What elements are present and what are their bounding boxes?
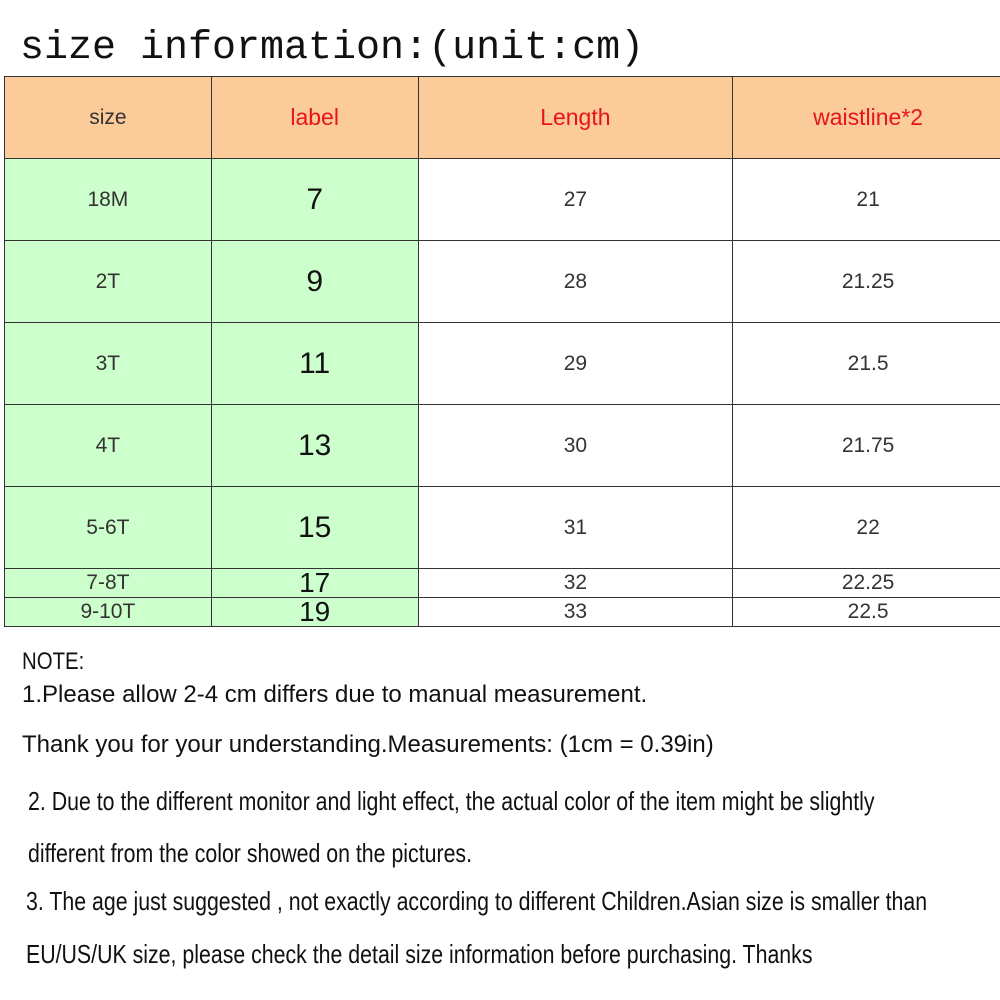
length-cell: 29 — [418, 323, 733, 405]
waistline-cell: 22 — [733, 487, 1000, 569]
table-row — [5, 569, 1000, 598]
header-size: size — [5, 77, 212, 159]
length-cell: 33 — [418, 598, 733, 627]
table-row — [5, 159, 1000, 241]
size-cell: 2T — [5, 241, 212, 323]
size-cell: 3T — [5, 323, 212, 405]
size-cell: 7-8T — [5, 569, 212, 598]
waistline-cell: 22.25 — [733, 569, 1000, 598]
label-cell: 13 — [211, 405, 418, 487]
length-cell: 31 — [418, 487, 733, 569]
size-cell: 9-10T — [5, 598, 212, 627]
label-cell: 19 — [211, 598, 418, 627]
waistline-cell: 21.75 — [733, 405, 1000, 487]
header-length: Length — [418, 77, 733, 159]
label-cell: 11 — [211, 323, 418, 405]
note-line-2: Thank you for your understanding.Measurements: (1cm = 0.39in) — [22, 731, 714, 758]
note-line-4: different from the color showed on the pictures. — [28, 838, 473, 868]
note-line-3: 2. Due to the different monitor and light effect, the actual color of the item might be slightly — [28, 786, 875, 816]
table-row — [5, 323, 1000, 405]
label-cell: 15 — [211, 487, 418, 569]
size-cell: 4T — [5, 405, 212, 487]
size-cell: 5-6T — [5, 487, 212, 569]
length-cell: 28 — [418, 241, 733, 323]
length-cell: 30 — [418, 405, 733, 487]
table-header-row — [5, 77, 1000, 159]
waistline-cell: 21.5 — [733, 323, 1000, 405]
waistline-cell: 21.25 — [733, 241, 1000, 323]
table-row — [5, 487, 1000, 569]
length-cell: 32 — [418, 569, 733, 598]
size-table — [4, 76, 1000, 627]
header-label: label — [211, 77, 418, 159]
note-line-5: 3. The age just suggested , not exactly according to different Children.Asian size is smaller than — [26, 886, 928, 916]
page-title: size information:(unit:cm) — [20, 26, 645, 71]
size-cell: 18M — [5, 159, 212, 241]
table-row — [5, 598, 1000, 627]
waistline-cell: 21 — [733, 159, 1000, 241]
label-cell: 9 — [211, 241, 418, 323]
label-cell: 7 — [211, 159, 418, 241]
notes-heading: NOTE: — [22, 648, 85, 675]
length-cell: 27 — [418, 159, 733, 241]
waistline-cell: 22.5 — [733, 598, 1000, 627]
label-cell: 17 — [211, 569, 418, 598]
note-line-1: 1.Please allow 2-4 cm differs due to manual measurement. — [22, 681, 648, 708]
table-row — [5, 241, 1000, 323]
header-waistline: waistline*2 — [733, 77, 1000, 159]
table-row — [5, 405, 1000, 487]
note-line-6: EU/US/UK size, please check the detail size information before purchasing. Thanks — [26, 939, 813, 969]
